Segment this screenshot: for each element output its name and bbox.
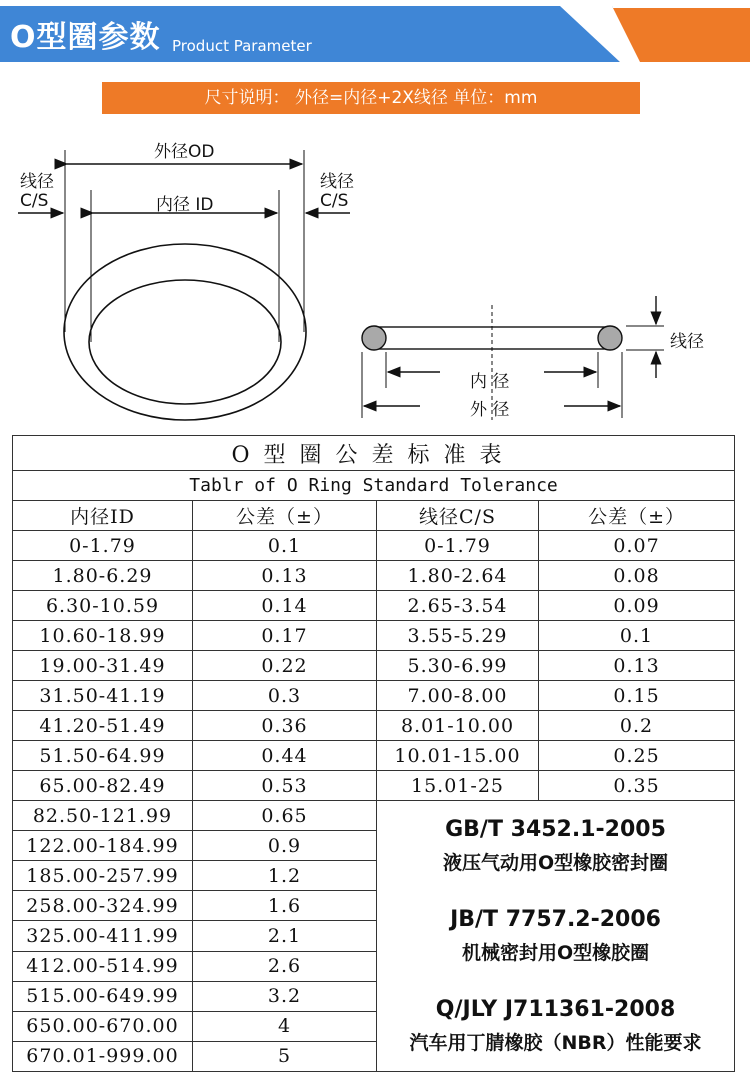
- side-cs-label: 线径: [670, 332, 704, 352]
- id-tolerance-cell: 0.36: [193, 711, 377, 741]
- table-row: [13, 591, 735, 621]
- id-tolerance-cell: 2.6: [193, 951, 377, 981]
- cs-range-cell: 3.55-5.29: [377, 621, 539, 651]
- id-tolerance-cell: 5: [193, 1041, 377, 1071]
- id-tolerance-cell: 0.44: [193, 741, 377, 771]
- id-range-cell: 412.00-514.99: [13, 951, 193, 981]
- id-tolerance-cell: 0.22: [193, 651, 377, 681]
- table-row: [13, 531, 735, 561]
- cross-section-left: [362, 326, 386, 350]
- id-range-cell: 515.00-649.99: [13, 981, 193, 1011]
- cs-tolerance-cell: 0.2: [539, 711, 735, 741]
- cs-range-cell: 15.01-25: [377, 771, 539, 801]
- cs-range-cell: 8.01-10.00: [377, 711, 539, 741]
- standard-name: 液压气动用O型橡胶密封圈: [442, 852, 669, 874]
- ring-outer-edge: [64, 244, 306, 420]
- header-id: 内径ID: [13, 501, 193, 531]
- cs-tolerance-cell: 0.13: [539, 651, 735, 681]
- id-tolerance-cell: 0.3: [193, 681, 377, 711]
- cs-left-label-2: C/S: [20, 191, 49, 211]
- cs-tolerance-cell: 0.15: [539, 681, 735, 711]
- id-range-cell: 19.00-31.49: [13, 651, 193, 681]
- cs-tolerance-cell: 0.35: [539, 771, 735, 801]
- cs-left-label-1: 线径: [20, 172, 54, 192]
- id-range-cell: 1.80-6.29: [13, 561, 193, 591]
- id-range-cell: 650.00-670.00: [13, 1011, 193, 1041]
- table-row: [13, 681, 735, 711]
- oring-drawing: [0, 120, 750, 435]
- table-row: [13, 741, 735, 771]
- page-subtitle: Product Parameter: [172, 37, 312, 55]
- cs-tolerance-cell: 0.07: [539, 531, 735, 561]
- standard-name: 汽车用丁腈橡胶（NBR）性能要求: [409, 1032, 702, 1054]
- table-title-cn: O型圈公差标准表: [13, 436, 735, 471]
- cross-section-right: [598, 326, 622, 350]
- ring-inner-edge: [89, 280, 281, 404]
- id-tolerance-cell: 0.17: [193, 621, 377, 651]
- id-tolerance-cell: 0.13: [193, 561, 377, 591]
- cs-range-cell: 0-1.79: [377, 531, 539, 561]
- id-range-cell: 10.60-18.99: [13, 621, 193, 651]
- side-od-label: 外 径: [470, 400, 510, 420]
- cs-right-label-2: C/S: [320, 191, 349, 211]
- standard-code: Q/JLY J711361-2008: [435, 997, 676, 1022]
- cs-tolerance-cell: 0.25: [539, 741, 735, 771]
- cs-tolerance-cell: 0.1: [539, 621, 735, 651]
- page-title: O型圈参数: [10, 20, 161, 55]
- id-range-cell: 82.50-121.99: [13, 801, 193, 831]
- table-row: [13, 771, 735, 801]
- id-tolerance-cell: 0.9: [193, 831, 377, 861]
- header-cs: 线径C/S: [377, 501, 539, 531]
- id-range-cell: 31.50-41.19: [13, 681, 193, 711]
- header-cs-tolerance: 公差（±）: [539, 501, 735, 531]
- header-id-tolerance: 公差（±）: [193, 501, 377, 531]
- oring-diagram: [0, 120, 750, 435]
- id-range-cell: 41.20-51.49: [13, 711, 193, 741]
- table-row: [13, 801, 735, 831]
- id-tolerance-cell: 4: [193, 1011, 377, 1041]
- standards-box: [377, 801, 735, 1072]
- id-range-cell: 0-1.79: [13, 531, 193, 561]
- cs-right-label-1: 线径: [320, 172, 354, 192]
- table-row: [13, 711, 735, 741]
- header-banner: [0, 0, 750, 66]
- id-range-cell: 670.01-999.00: [13, 1041, 193, 1071]
- cs-range-cell: 7.00-8.00: [377, 681, 539, 711]
- standard-item: [450, 907, 661, 965]
- table-row: [13, 651, 735, 681]
- standard-item: [410, 997, 702, 1055]
- id-range-cell: 325.00-411.99: [13, 921, 193, 951]
- id-range-cell: 185.00-257.99: [13, 861, 193, 891]
- id-label: 内径 ID: [156, 195, 214, 215]
- id-tolerance-cell: 3.2: [193, 981, 377, 1011]
- id-range-cell: 258.00-324.99: [13, 891, 193, 921]
- id-tolerance-cell: 2.1: [193, 921, 377, 951]
- standard-item: [443, 817, 668, 875]
- id-tolerance-cell: 0.65: [193, 801, 377, 831]
- od-label: 外径OD: [154, 142, 215, 162]
- standard-code: JB/T 7757.2-2006: [450, 907, 661, 932]
- cs-tolerance-cell: 0.09: [539, 591, 735, 621]
- standard-code: GB/T 3452.1-2005: [445, 817, 666, 842]
- id-tolerance-cell: 0.53: [193, 771, 377, 801]
- cs-range-cell: 1.80-2.64: [377, 561, 539, 591]
- id-range-cell: 65.00-82.49: [13, 771, 193, 801]
- table-row: [13, 561, 735, 591]
- tolerance-table: [12, 435, 735, 1072]
- id-range-cell: 122.00-184.99: [13, 831, 193, 861]
- cs-range-cell: 5.30-6.99: [377, 651, 539, 681]
- id-tolerance-cell: 0.14: [193, 591, 377, 621]
- unit-description-bar: 尺寸说明： 外径=内径+2X线径 单位：mm: [102, 82, 640, 114]
- table-row: [13, 621, 735, 651]
- id-range-cell: 51.50-64.99: [13, 741, 193, 771]
- cs-range-cell: 2.65-3.54: [377, 591, 539, 621]
- id-tolerance-cell: 0.1: [193, 531, 377, 561]
- side-id-label: 内 径: [470, 372, 510, 392]
- table-title-en: Tablr of O Ring Standard Tolerance: [13, 471, 735, 501]
- tolerance-table-wrapper: [12, 435, 734, 1076]
- cs-tolerance-cell: 0.08: [539, 561, 735, 591]
- standard-name: 机械密封用O型橡胶圈: [461, 942, 650, 964]
- id-tolerance-cell: 1.6: [193, 891, 377, 921]
- cs-range-cell: 10.01-15.00: [377, 741, 539, 771]
- id-tolerance-cell: 1.2: [193, 861, 377, 891]
- id-range-cell: 6.30-10.59: [13, 591, 193, 621]
